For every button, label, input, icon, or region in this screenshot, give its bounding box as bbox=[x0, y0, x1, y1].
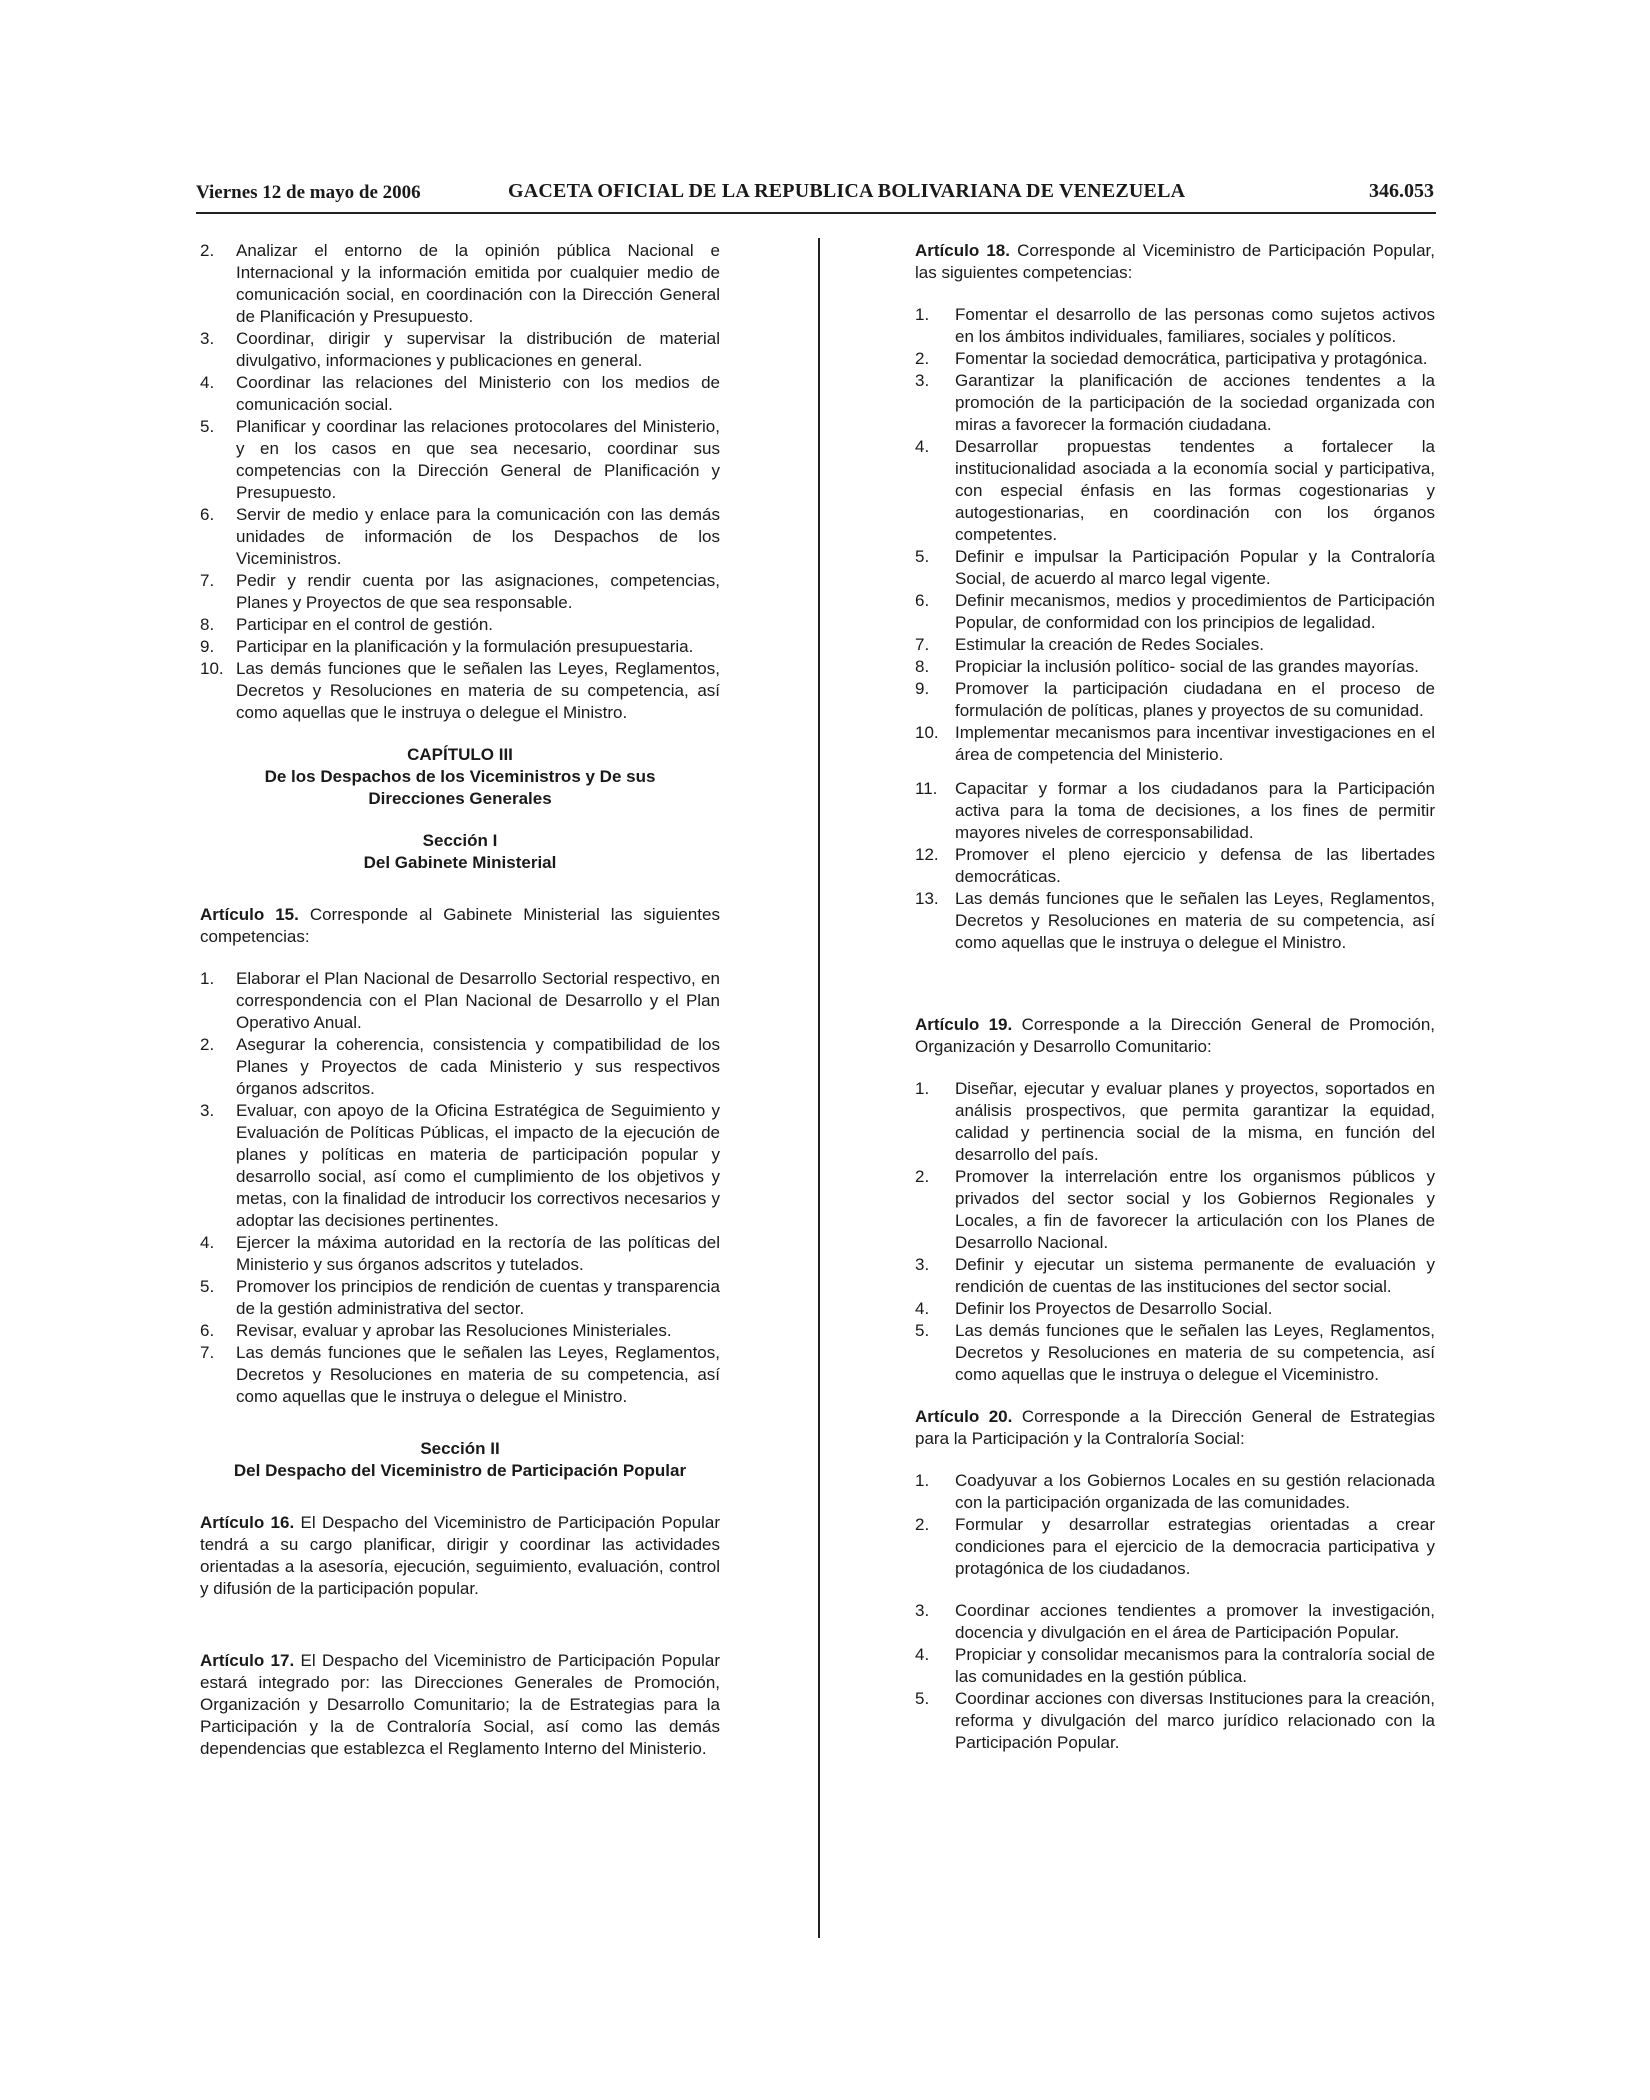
right-column bbox=[915, 240, 1435, 1754]
item-number: 2. bbox=[200, 1035, 215, 1054]
article-15 bbox=[200, 904, 720, 948]
list-item bbox=[915, 656, 1435, 678]
item-text: Las demás funciones que le señalen las Leyes, Reglamentos, Decretos y Resoluciones en materia de su competencia, así como aquellas que le instruya o delegue el Ministro. bbox=[955, 889, 1435, 952]
item-number: 7. bbox=[200, 571, 215, 590]
article-19 bbox=[915, 1014, 1435, 1058]
item-number: 12. bbox=[915, 845, 939, 864]
page-number: 346.053 bbox=[1369, 180, 1434, 202]
article-20-heading: Artículo 20. bbox=[915, 1407, 1013, 1426]
item-number: 8. bbox=[200, 615, 215, 634]
item-text: Servir de medio y enlace para la comunicación con las demás unidades de información de los Despachos de los Viceministros. bbox=[236, 505, 720, 568]
article-18-heading: Artículo 18. bbox=[915, 241, 1010, 260]
item-number: 4. bbox=[915, 1645, 930, 1664]
item-text: Formular y desarrollar estrategias orientadas a crear condiciones para el ejercicio de la democracia participativa y protagónica de los ciudadanos. bbox=[955, 1515, 1435, 1578]
list-item bbox=[915, 888, 1435, 954]
article-16-text: El Despacho del Viceministro de Participación Popular tendrá a su cargo planificar, dirigir y coordinar las actividades orientadas a la asesoría, ejecución, seguimiento, evaluación, control y difusión de la participación popular. bbox=[200, 1513, 720, 1598]
article-20-text: Corresponde a la Dirección General de Estrategias para la Participación y la Contraloría Social: bbox=[915, 1407, 1435, 1448]
article-16-heading: Artículo 16. bbox=[200, 1513, 295, 1532]
item-number: 10. bbox=[200, 659, 224, 678]
list-item bbox=[915, 1166, 1435, 1254]
item-text: Pedir y rendir cuenta por las asignaciones, competencias, Planes y Proyectos de que sea responsable. bbox=[236, 571, 720, 612]
chapter-subtitle-1: De los Despachos de los Viceministros y De sus bbox=[264, 767, 656, 786]
item-number: 4. bbox=[915, 1299, 930, 1318]
item-text: Definir y ejecutar un sistema permanente de evaluación y rendición de cuentas de las instituciones del sector social. bbox=[955, 1255, 1435, 1296]
list-item bbox=[915, 1298, 1435, 1320]
item-text: Coordinar acciones tendientes a promover la investigación, docencia y divulgación en el área de Participación Popular. bbox=[955, 1601, 1435, 1642]
item-number: 5. bbox=[915, 1321, 930, 1340]
list-item bbox=[200, 240, 720, 328]
list-item bbox=[915, 370, 1435, 436]
list-item bbox=[915, 1078, 1435, 1166]
item-number: 2. bbox=[915, 1167, 930, 1186]
item-number: 4. bbox=[200, 373, 215, 392]
item-number: 5. bbox=[200, 417, 215, 436]
item-number: 3. bbox=[915, 371, 930, 390]
list-item bbox=[915, 546, 1435, 590]
item-number: 1. bbox=[915, 1079, 930, 1098]
list-item bbox=[200, 968, 720, 1034]
item-text: Capacitar y formar a los ciudadanos para la Participación activa para la toma de decisiones, a los fines de permitir mayores niveles de corresponsabilidad. bbox=[955, 779, 1435, 842]
item-text: Las demás funciones que le señalen las Leyes, Reglamentos, Decretos y Resoluciones en materia de su competencia, así como aquellas que le instruya o delegue el Ministro. bbox=[236, 1343, 720, 1406]
list-item bbox=[915, 1254, 1435, 1298]
item-number: 8. bbox=[915, 657, 930, 676]
chapter-title: CAPÍTULO III bbox=[407, 745, 513, 764]
item-text: Fomentar el desarrollo de las personas como sujetos activos en los ámbitos individuales, familiares, sociales y políticos. bbox=[955, 305, 1435, 346]
list-item bbox=[915, 1688, 1435, 1754]
item-number: 9. bbox=[200, 637, 215, 656]
item-number: 4. bbox=[200, 1233, 215, 1252]
article-18-list bbox=[915, 304, 1435, 954]
article-17 bbox=[200, 1650, 720, 1760]
list-item bbox=[915, 304, 1435, 348]
issue-date: Viernes 12 de mayo de 2006 bbox=[196, 182, 421, 203]
section-1-title: Sección I bbox=[422, 831, 498, 850]
list-item bbox=[200, 1342, 720, 1408]
list-item bbox=[200, 1034, 720, 1100]
list-item bbox=[200, 372, 720, 416]
item-text: Ejercer la máxima autoridad en la rectoría de las políticas del Ministerio y sus órganos adscritos y tutelados. bbox=[236, 1233, 720, 1274]
item-text: Promover la interrelación entre los organismos públicos y privados del sector social y los Gobiernos Regionales y Locales, a fin de favorecer la articulación con los Planes de Desarrollo Nacional. bbox=[955, 1167, 1435, 1252]
item-number: 3. bbox=[200, 329, 215, 348]
item-text: Definir mecanismos, medios y procedimientos de Participación Popular, de conformidad con los principios de legalidad. bbox=[955, 591, 1435, 632]
item-text: Desarrollar propuestas tendentes a fortalecer la institucionalidad asociada a la economía social y participativa, con especial énfasis en las formas cogestionarias y autogestionarias, en coordinación con los órganos competentes. bbox=[955, 437, 1435, 544]
list-top bbox=[200, 240, 720, 724]
list-item bbox=[915, 1470, 1435, 1514]
list-item bbox=[915, 348, 1435, 370]
item-number: 6. bbox=[200, 505, 215, 524]
list-item bbox=[200, 1100, 720, 1232]
item-number: 7. bbox=[200, 1343, 215, 1362]
column-divider bbox=[818, 238, 820, 1938]
item-text: Coadyuvar a los Gobiernos Locales en su gestión relacionada con la participación organizada de las comunidades. bbox=[955, 1471, 1435, 1512]
list-item bbox=[200, 328, 720, 372]
item-number: 9. bbox=[915, 679, 930, 698]
list-item bbox=[200, 504, 720, 570]
item-number: 3. bbox=[915, 1255, 930, 1274]
article-16 bbox=[200, 1512, 720, 1600]
list-item bbox=[915, 678, 1435, 722]
item-text: Diseñar, ejecutar y evaluar planes y proyectos, soportados en análisis prospectivos, que permita garantizar la equidad, calidad y pertinencia social de la misma, en función del desarrollo del país. bbox=[955, 1079, 1435, 1164]
item-text: Revisar, evaluar y aprobar las Resoluciones Ministeriales. bbox=[236, 1321, 672, 1340]
article-17-heading: Artículo 17. bbox=[200, 1651, 295, 1670]
item-text: Definir los Proyectos de Desarrollo Social. bbox=[955, 1299, 1273, 1318]
item-text: Fomentar la sociedad democrática, participativa y protagónica. bbox=[955, 349, 1428, 368]
list-item bbox=[915, 722, 1435, 766]
item-number: 1. bbox=[915, 305, 930, 324]
item-number: 6. bbox=[200, 1321, 215, 1340]
item-number: 4. bbox=[915, 437, 930, 456]
item-number: 2. bbox=[915, 1515, 930, 1534]
article-18 bbox=[915, 240, 1435, 284]
item-text: Coordinar las relaciones del Ministerio con los medios de comunicación social. bbox=[236, 373, 720, 414]
item-text: Analizar el entorno de la opinión pública Nacional e Internacional y la información emitida por cualquier medio de comunicación social, en coordinación con la Dirección General de Planificación y Presupuesto. bbox=[236, 241, 720, 326]
list-item bbox=[915, 778, 1435, 844]
list-item bbox=[200, 1232, 720, 1276]
item-text: Participar en el control de gestión. bbox=[236, 615, 494, 634]
article-17-text: El Despacho del Viceministro de Participación Popular estará integrado por: las Direcciones Generales de Promoción, Organización y Desarrollo Comunitario; la de Estrategias para la Participación y la de Contraloría Social, así como las demás dependencias que establezca el Reglamento Interno del Ministerio. bbox=[200, 1651, 720, 1758]
page-header bbox=[196, 182, 1436, 214]
item-text: Coordinar, dirigir y supervisar la distribución de material divulgativo, informaciones y publicaciones en general. bbox=[236, 329, 720, 370]
item-number: 13. bbox=[915, 889, 939, 908]
section-1-subtitle: Del Gabinete Ministerial bbox=[363, 853, 557, 872]
list-item bbox=[915, 1600, 1435, 1644]
list-item bbox=[200, 570, 720, 614]
left-column bbox=[200, 240, 720, 1760]
article-19-text: Corresponde a la Dirección General de Promoción, Organización y Desarrollo Comunitario: bbox=[915, 1015, 1435, 1056]
item-text: Implementar mecanismos para incentivar investigaciones en el área de competencia del Ministerio. bbox=[955, 723, 1435, 764]
item-text: Elaborar el Plan Nacional de Desarrollo Sectorial respectivo, en correspondencia con el Plan Nacional de Desarrollo y el Plan Operativo Anual. bbox=[236, 969, 720, 1032]
list-item bbox=[915, 634, 1435, 656]
list-item bbox=[200, 1276, 720, 1320]
article-19-list bbox=[915, 1078, 1435, 1386]
item-text: Promover el pleno ejercicio y defensa de las libertades democráticas. bbox=[955, 845, 1435, 886]
article-19-heading: Artículo 19. bbox=[915, 1015, 1013, 1034]
item-text: Asegurar la coherencia, consistencia y compatibilidad de los Planes y Proyectos de cada Ministerio y sus respectivos órganos adscritos. bbox=[236, 1035, 720, 1098]
item-number: 11. bbox=[915, 779, 938, 798]
item-text: Garantizar la planificación de acciones tendentes a la promoción de la participación de la sociedad organizada con miras a favorecer la formación ciudadana. bbox=[955, 371, 1435, 434]
item-text: Evaluar, con apoyo de la Oficina Estratégica de Seguimiento y Evaluación de Políticas Públicas, el impacto de la ejecución de planes y políticas en materia de participación popular y desarrollo social, así como el cumplimiento de los objetivos y metas, con la finalidad de introducir los correctivos necesarios y adoptar las decisiones pertinentes. bbox=[236, 1101, 720, 1230]
item-number: 5. bbox=[915, 547, 930, 566]
article-20-list bbox=[915, 1470, 1435, 1754]
item-text: Participar en la planificación y la formulación presupuestaria. bbox=[236, 637, 694, 656]
item-text: Promover los principios de rendición de cuentas y transparencia de la gestión administrativa del sector. bbox=[236, 1277, 720, 1318]
article-15-list bbox=[200, 968, 720, 1408]
gazette-title: GACETA OFICIAL DE LA REPUBLICA BOLIVARIANA DE VENEZUELA bbox=[508, 180, 1186, 202]
article-15-heading: Artículo 15. bbox=[200, 905, 299, 924]
item-number: 2. bbox=[200, 241, 215, 260]
list-item bbox=[915, 590, 1435, 634]
list-item bbox=[915, 1644, 1435, 1688]
item-number: 3. bbox=[200, 1101, 215, 1120]
item-text: Coordinar acciones con diversas Instituciones para la creación, reforma y divulgación del marco jurídico relacionado con la Participación Popular. bbox=[955, 1689, 1435, 1752]
list-item bbox=[200, 416, 720, 504]
chapter-subtitle-2: Direcciones Generales bbox=[368, 789, 552, 808]
item-number: 6. bbox=[915, 591, 930, 610]
item-number: 2. bbox=[915, 349, 930, 368]
item-text: Las demás funciones que le señalen las Leyes, Reglamentos, Decretos y Resoluciones en materia de su competencia, así como aquellas que le instruya o delegue el Ministro. bbox=[236, 659, 720, 722]
item-text: Propiciar la inclusión político- social de las grandes mayorías. bbox=[955, 657, 1419, 676]
article-18-text: Corresponde al Viceministro de Participación Popular, las siguientes competencias: bbox=[915, 241, 1435, 282]
article-15-text: Corresponde al Gabinete Ministerial las siguientes competencias: bbox=[200, 905, 720, 946]
list-item bbox=[200, 658, 720, 724]
list-item bbox=[200, 636, 720, 658]
item-number: 7. bbox=[915, 635, 930, 654]
list-item bbox=[915, 844, 1435, 888]
list-item bbox=[915, 1514, 1435, 1580]
list-item bbox=[200, 1320, 720, 1342]
item-text: Estimular la creación de Redes Sociales. bbox=[955, 635, 1264, 654]
list-item bbox=[200, 614, 720, 636]
item-text: Planificar y coordinar las relaciones protocolares del Ministerio, y en los casos en que sea necesario, coordinar sus competencias con la Dirección General de Planificación y Presupuesto. bbox=[236, 417, 720, 502]
item-text: Promover la participación ciudadana en el proceso de formulación de políticas, planes y proyectos de su comunidad. bbox=[955, 679, 1435, 720]
article-20 bbox=[915, 1406, 1435, 1450]
list-item bbox=[915, 1320, 1435, 1386]
section-2-subtitle: Del Despacho del Viceministro de Participación Popular bbox=[233, 1461, 687, 1480]
item-number: 3. bbox=[915, 1601, 930, 1620]
item-text: Definir e impulsar la Participación Popular y la Contraloría Social, de acuerdo al marco legal vigente. bbox=[955, 547, 1435, 588]
item-text: Propiciar y consolidar mecanismos para la contraloría social de las comunidades en la gestión pública. bbox=[955, 1645, 1435, 1686]
item-number: 1. bbox=[915, 1471, 930, 1490]
item-number: 1. bbox=[200, 969, 215, 988]
item-number: 5. bbox=[915, 1689, 930, 1708]
item-number: 10. bbox=[915, 723, 939, 742]
item-number: 5. bbox=[200, 1277, 215, 1296]
list-item bbox=[915, 436, 1435, 546]
section-2-title: Sección II bbox=[420, 1439, 500, 1458]
item-text: Las demás funciones que le señalen las Leyes, Reglamentos, Decretos y Resoluciones en materia de su competencia, así como aquellas que le instruya o delegue el Viceministro. bbox=[955, 1321, 1435, 1384]
